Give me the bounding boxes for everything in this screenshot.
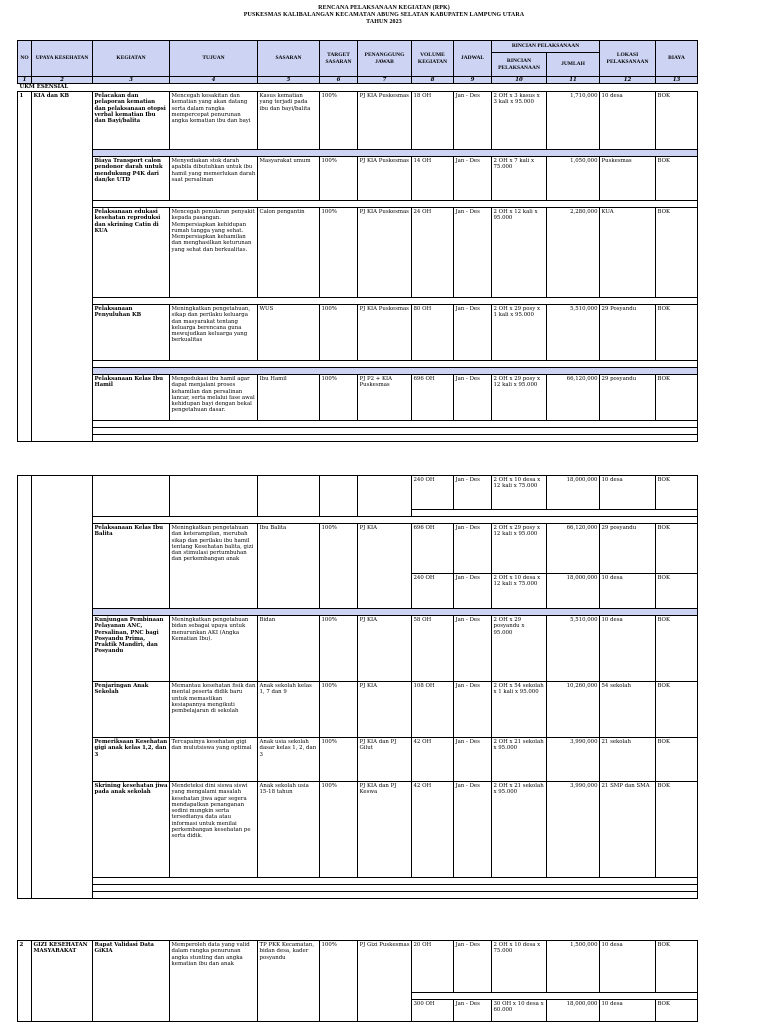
col-num: 11	[547, 77, 600, 84]
cell-lokasi: 10 desa	[600, 574, 656, 609]
cell-biaya: BOK	[656, 305, 698, 361]
cell-target: 100%	[320, 616, 358, 682]
cell-sasaran: Anak sekolah usia 15-18 tahun	[258, 782, 320, 878]
cell-lokasi: Puskesmas	[600, 157, 656, 201]
cell-jumlah: 5,510,000	[547, 616, 600, 682]
cell-sasaran: Anak usia sekolah dasar kelas 1, 2, dan 3	[258, 738, 320, 782]
cell-jadwal: Jan - Des	[454, 305, 492, 361]
header-rincian: RINCIAN PELAKSANAAN	[492, 53, 547, 77]
col-num: 8	[412, 77, 454, 84]
cell-jumlah: 5,510,000	[547, 305, 600, 361]
blank-row	[18, 201, 698, 208]
cell-volume: 300 OH	[412, 1000, 454, 1022]
cell-volume: 696 OH	[412, 375, 454, 421]
header-lokasi: LOKASI PELAKSANAAN	[600, 41, 656, 77]
cell-tujuan: Memperoleh data yang valid dalam rangka penurunan angka stunting dan angka kematian ibu dan anak	[170, 941, 258, 1022]
cell-sasaran: Calon pengantin	[258, 208, 320, 298]
cell-jadwal: Jan - Des	[454, 476, 492, 510]
col-num: 4	[170, 77, 258, 84]
cell-biaya: BOK	[656, 476, 698, 510]
cell-jadwal: Jan - Des	[454, 1000, 492, 1022]
cell-kegiatan: Pelacakan dan pelaporan kematian dan pelaksanaan otopsi verbal kematian Ibu dan Bayi/balita	[93, 92, 170, 150]
cell-pj: PJ KIA Puskesmas	[358, 92, 412, 150]
cell-rincian: 2 OH x 29 posy x 12 kali x 95.000	[492, 375, 547, 421]
row-upaya	[32, 476, 93, 899]
cell-target: 100%	[320, 941, 358, 1022]
cell-rincian: 2 OH x 29 posy x 1 kali x 95.000	[492, 305, 547, 361]
cell-sasaran	[258, 476, 320, 517]
cell-biaya: BOK	[656, 574, 698, 609]
header-jumlah: JUMLAH	[547, 53, 600, 77]
column-number-row	[18, 77, 698, 84]
separator-row	[18, 368, 698, 375]
cell-rincian: 2 OH x 3 kasus x 3 kali x 95.000	[492, 92, 547, 150]
cell-pj: PJ KIA Puskesmas	[358, 208, 412, 298]
col-num: 5	[258, 77, 320, 84]
row-no: 2	[18, 941, 32, 1022]
cell-sasaran: Kasus kematian yang terjadi pada ibu dan bayi/balita	[258, 92, 320, 150]
cell-target: 100%	[320, 524, 358, 609]
cell-jadwal: Jan - Des	[454, 941, 492, 993]
blank-row	[18, 361, 698, 368]
cell-biaya: BOK	[656, 92, 698, 150]
cell-jadwal: Jan - Des	[454, 208, 492, 298]
cell-biaya: BOK	[656, 738, 698, 782]
table-row	[18, 92, 698, 150]
cell-pj: PJ KIA	[358, 682, 412, 738]
cell-jumlah: 66,120,000	[547, 375, 600, 421]
cell-biaya: BOK	[656, 941, 698, 993]
col-num: 12	[600, 77, 656, 84]
cell-volume: 24 OH	[412, 208, 454, 298]
cell-jadwal: Jan - Des	[454, 574, 492, 609]
blank-row	[18, 517, 698, 524]
row-no	[18, 476, 32, 899]
rpk-table-continued	[17, 475, 698, 899]
cell-jumlah: 2,280,000	[547, 208, 600, 298]
cell-pj: PJ KIA	[358, 616, 412, 682]
cell-sasaran: Bidan	[258, 616, 320, 682]
table-row	[18, 157, 698, 201]
cell-jumlah: 3,990,000	[547, 782, 600, 878]
cell-kegiatan: Kunjungan Pembinaan Pelayanan ANC, Persalinan, PNC bagi Posyandu Prima, Praktik Mandiri, dan Posyandu	[93, 616, 170, 682]
report-title-2: PUSKESMAS KALIBALANGAN KECAMATAN ABUNG SELATAN KABUPATEN LAMPUNG UTARA	[243, 12, 525, 18]
rpk-table	[17, 40, 698, 442]
cell-biaya: BOK	[656, 1000, 698, 1022]
separator-row	[18, 150, 698, 157]
cell-tujuan: Meningkatkan pengetahuan, sikap dan perilaku keluarga dan masyarakat tentang keluarga berencana guna mewujudkan keluarga yang berkualitas	[170, 305, 258, 361]
cell-volume: 58 OH	[412, 616, 454, 682]
table-row	[18, 782, 698, 878]
cell-volume: 240 OH	[412, 574, 454, 609]
cell-kegiatan: Pelaksanaan edukasi kesehatan reproduksi dan skrining Catin di KUA	[93, 208, 170, 298]
cell-rincian: 30 OH x 10 desa x 60.000	[492, 1000, 547, 1022]
cell-lokasi: 29 Posyandu	[600, 305, 656, 361]
blank-row	[18, 428, 698, 435]
cell-jumlah: 1,710,000	[547, 92, 600, 150]
cell-sasaran: WUS	[258, 305, 320, 361]
col-num: 2	[32, 77, 93, 84]
cell-rincian: 2 OH x 29 posy x 12 kali x 95.000	[492, 524, 547, 574]
cell-jumlah: 18,000,000	[547, 1000, 600, 1022]
cell-rincian: 2 OH x 21 sekolah x 95.000	[492, 782, 547, 878]
cell-rincian: 2 OH x 10 desa x 12 kali x 75.000	[492, 476, 547, 510]
header-jadwal: JADWAL	[454, 41, 492, 77]
section-label: UKM ESENSIAL	[18, 84, 698, 92]
cell-pj	[358, 476, 412, 517]
cell-tujuan: Meningkatkan pengetahuan dan keterampilan, merubah sikap dan perilaku ibu hamil tentang Kesehatan balita, gizi dan stimulasi pertumbuhan dan perkembangan anak	[170, 524, 258, 609]
cell-target: 100%	[320, 208, 358, 298]
cell-target: 100%	[320, 782, 358, 878]
cell-rincian: 2 OH x 21 sekolah x 95.000	[492, 738, 547, 782]
rpk-table-gizi	[17, 940, 698, 1022]
cell-target: 100%	[320, 375, 358, 421]
table-row	[18, 208, 698, 298]
blank-row	[18, 435, 698, 442]
cell-lokasi: 10 desa	[600, 616, 656, 682]
table-row	[18, 682, 698, 738]
cell-rincian: 2 OH x 12 kali x 95.000	[492, 208, 547, 298]
cell-pj: PJ KIA dan PJ Keswa	[358, 782, 412, 878]
cell-volume: 18 OH	[412, 92, 454, 150]
header-no: NO	[18, 41, 32, 77]
cell-target: 100%	[320, 92, 358, 150]
header-biaya: BIAYA	[656, 41, 698, 77]
blank-row	[18, 421, 698, 428]
cell-lokasi: 21 SMP dan SMA	[600, 782, 656, 878]
cell-jadwal: Jan - Des	[454, 682, 492, 738]
cell-kegiatan: Biaya Transport calon pendonor darah untuk mendukung P4K dari dan/ke UTD	[93, 157, 170, 201]
rpk-table-page-3	[17, 940, 697, 1022]
separator-row	[18, 609, 698, 616]
table-row	[18, 375, 698, 421]
cell-jumlah: 1,500,000	[547, 941, 600, 993]
cell-target: 100%	[320, 157, 358, 201]
cell-volume: 80 OH	[412, 305, 454, 361]
cell-sasaran: Anak sekolah kelas 1, 7 dan 9	[258, 682, 320, 738]
cell-kegiatan: Pelaksanaan Kelas Ibu Hamil	[93, 375, 170, 421]
cell-pj: PJ KIA Puskesmas	[358, 305, 412, 361]
cell-rincian: 2 OH x 7 kali x 75.000	[492, 157, 547, 201]
cell-biaya: BOK	[656, 208, 698, 298]
cell-lokasi: 10 desa	[600, 92, 656, 150]
cell-tujuan: Mencegah penularan penyakit kepada pasangan. Mempersiapkan kehidupan rumah tangga yang sehat. Mempersiapkan kehamilan dan menghasilkan keturunan yang sehat dan berkualitas.	[170, 208, 258, 298]
header-target: TARGET SASARAN	[320, 41, 358, 77]
cell-jadwal: Jan - Des	[454, 616, 492, 682]
table-row	[18, 616, 698, 682]
cell-lokasi: 29 posyandu	[600, 375, 656, 421]
report-title-1: RENCANA PELAKSANAAN KEGIATAN (RPK)	[318, 5, 450, 11]
cell-volume: 42 OH	[412, 782, 454, 878]
cell-pj: PJ KIA Puskesmas	[358, 157, 412, 201]
cell-sasaran: Ibu Hamil	[258, 375, 320, 421]
cell-lokasi: 10 desa	[600, 476, 656, 510]
blank-row	[18, 298, 698, 305]
col-num: 6	[320, 77, 358, 84]
cell-biaya: BOK	[656, 157, 698, 201]
cell-kegiatan: Pelaksanaan Penyuluhan KB	[93, 305, 170, 361]
blank-row	[18, 878, 698, 885]
cell-lokasi: 21 sekolah	[600, 738, 656, 782]
cell-volume: 108 OH	[412, 682, 454, 738]
cell-kegiatan: Skrining kesehatan jiwa pada anak sekolah	[93, 782, 170, 878]
rpk-table-page-2	[17, 475, 697, 899]
cell-biaya: BOK	[656, 616, 698, 682]
row-no: 1	[18, 92, 32, 442]
table-row	[18, 305, 698, 361]
header-rincian-group: RINCIAN PELAKSANAAN	[492, 41, 600, 53]
cell-jumlah: 3,990,000	[547, 738, 600, 782]
cell-jumlah: 66,120,000	[547, 524, 600, 574]
header-volume: VOLUME KEGIATAN	[412, 41, 454, 77]
col-num: 9	[454, 77, 492, 84]
cell-jumlah: 18,000,000	[547, 574, 600, 609]
cell-kegiatan	[93, 476, 170, 517]
cell-jadwal: Jan - Des	[454, 782, 492, 878]
cell-rincian: 2 OH x 54 sekolah x 1 kali x 95.000	[492, 682, 547, 738]
section-row	[18, 84, 698, 92]
blank-row	[18, 892, 698, 899]
cell-rincian: 2 OH x 10 desa x 75.000	[492, 941, 547, 993]
cell-volume: 14 OH	[412, 157, 454, 201]
header-sasaran: SASARAN	[258, 41, 320, 77]
header-pj: PENANGGUNG JAWAB	[358, 41, 412, 77]
cell-volume: 42 OH	[412, 738, 454, 782]
cell-target: 100%	[320, 682, 358, 738]
cell-jadwal: Jan - Des	[454, 157, 492, 201]
row-upaya: KIA dan KB	[32, 92, 93, 442]
table-row	[18, 738, 698, 782]
table-row	[18, 524, 698, 574]
cell-tujuan: Mengedukasi ibu hamil agar dapat menjalani proses kehamilan dan persalinan lancar, serta melalui fase awal kehidupan bayi dengan bekal pengetahuan dasar.	[170, 375, 258, 421]
cell-jumlah: 1,050,000	[547, 157, 600, 201]
cell-pj: PJ KIA dan PJ Gilut	[358, 738, 412, 782]
cell-target: 100%	[320, 305, 358, 361]
cell-lokasi: 10 desa	[600, 1000, 656, 1022]
cell-biaya: BOK	[656, 682, 698, 738]
col-num: 7	[358, 77, 412, 84]
cell-tujuan: Memantau kesehatan fisik dan mental peserta didik baru untuk memastikan kesiapannya mengikuti pembelajaran di sekolah	[170, 682, 258, 738]
cell-target: 100%	[320, 738, 358, 782]
cell-kegiatan: Penjaringan Anak Sekolah	[93, 682, 170, 738]
table-row	[18, 476, 698, 510]
col-num: 1	[18, 77, 32, 84]
cell-tujuan: Menyediakan stok darah apabila dibutuhkan untuk ibu hamil yang memerlukan darah saat persalinan	[170, 157, 258, 201]
cell-jumlah: 18,000,000	[547, 476, 600, 510]
cell-pj: PJ P2 + KIA Puskesmas	[358, 375, 412, 421]
col-num: 3	[93, 77, 170, 84]
cell-biaya: BOK	[656, 782, 698, 878]
cell-jadwal: Jan - Des	[454, 738, 492, 782]
cell-jumlah: 10,260,000	[547, 682, 600, 738]
cell-biaya: BOK	[656, 375, 698, 421]
cell-tujuan: Tercapainya kesehatan gigi dan mulutsiswa yang optimal	[170, 738, 258, 782]
row-upaya: GIZI KESEHATAN MASYARAKAT	[32, 941, 93, 1022]
cell-jadwal: Jan - Des	[454, 375, 492, 421]
cell-sasaran: TP PKK Kecamatan, bidan desa, kader posyandu	[258, 941, 320, 1022]
col-num: 13	[656, 77, 698, 84]
cell-lokasi: 29 posyandu	[600, 524, 656, 574]
report-title-3: TAHUN 2023	[366, 19, 402, 25]
cell-jadwal: Jan - Des	[454, 92, 492, 150]
cell-tujuan	[170, 476, 258, 517]
blank-row	[18, 885, 698, 892]
cell-tujuan: Mencegah kesakitan dan kematian yang akan datang serta dalam rangka mempercepat penurunan angka kematian ibu dan bayi	[170, 92, 258, 150]
cell-volume: 696 OH	[412, 524, 454, 574]
cell-kegiatan: Pelaksanaan Kelas Ibu Balita	[93, 524, 170, 609]
col-num: 10	[492, 77, 547, 84]
cell-kegiatan: Pemeriksaan Kesehatan gigi anak kelas 1,2, dan 3	[93, 738, 170, 782]
rpk-table-page-1	[17, 40, 697, 442]
cell-volume: 20 OH	[412, 941, 454, 993]
cell-lokasi: 10 desa	[600, 941, 656, 993]
cell-rincian: 2 OH x 10 desa x 12 kali x 75.000	[492, 574, 547, 609]
cell-pj: PJ KIA	[358, 524, 412, 609]
cell-sasaran: Masyarakat umum	[258, 157, 320, 201]
cell-lokasi: KUA	[600, 208, 656, 298]
cell-biaya: BOK	[656, 524, 698, 574]
cell-lokasi: 54 sekolah	[600, 682, 656, 738]
cell-target	[320, 476, 358, 517]
cell-pj: PJ Gizi Puskesmas	[358, 941, 412, 1022]
cell-sasaran: Ibu Balita	[258, 524, 320, 609]
header-kegiatan: KEGIATAN	[93, 41, 170, 77]
cell-tujuan: Mendeteksi dini siswa siswi yang mengalami masalah kesehatan jiwa agar segera mendapatkan penanganan sedini mungkin serta tersedianya data atau informasi untuk menilai perkembangan kesehatan pe serta didik.	[170, 782, 258, 878]
cell-jadwal: Jan - Des	[454, 524, 492, 574]
cell-rincian: 2 OH x 29 posyandu x 95.000	[492, 616, 547, 682]
table-row	[18, 941, 698, 993]
cell-kegiatan: Rapat Validasi Data GiKIA	[93, 941, 170, 1022]
header-tujuan: TUJUAN	[170, 41, 258, 77]
cell-tujuan: Meningkatkan pengetahuan bidan sebagai upaya untuk menurunkan AKI (Angka Kematian Ibu).	[170, 616, 258, 682]
cell-volume: 240 OH	[412, 476, 454, 510]
header-upaya: UPAYA KESEHATAN	[32, 41, 93, 77]
